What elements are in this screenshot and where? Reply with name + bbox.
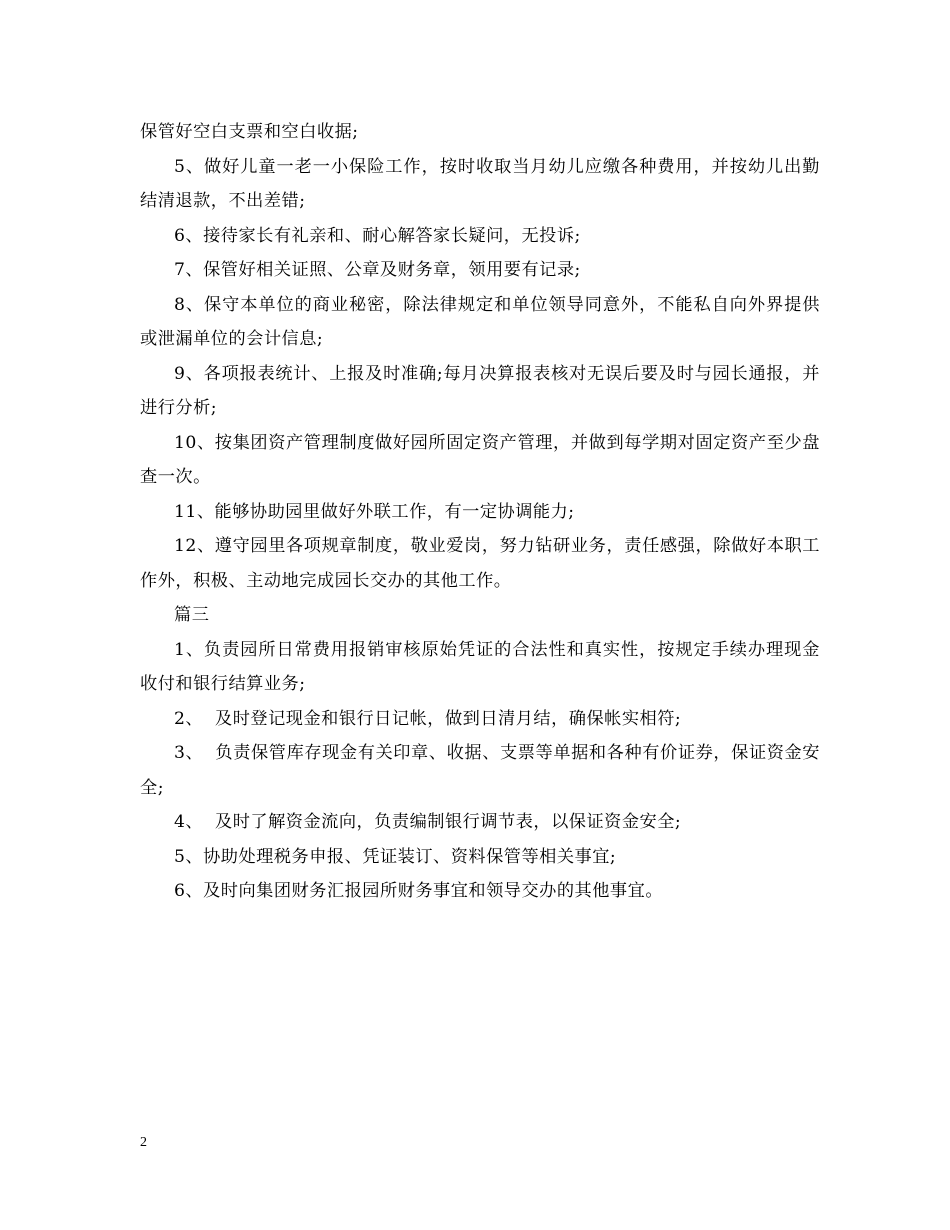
paragraph-item-10: 10、按集团资产管理制度做好园所固定资产管理，并做到每学期对固定资产至少盘查一次。 xyxy=(140,432,820,487)
page-number: 2 xyxy=(140,1135,147,1150)
paragraph-section3-item-6: 6、及时向集团财务汇报园所财务事宜和领导交办的其他事宜。 xyxy=(174,881,664,901)
paragraph-continuation: 保管好空白支票和空白收据; xyxy=(140,122,359,142)
paragraph-section3-item-4: 4、 及时了解资金流向，负责编制银行调节表，以保证资金安全; xyxy=(174,812,682,832)
paragraph-section3-item-1: 1、负责园所日常费用报销审核原始凭证的合法性和真实性，按规定手续办理现金收付和银行结算业务; xyxy=(140,639,820,694)
document-body xyxy=(140,115,820,909)
paragraph-section3-item-2: 2、 及时登记现金和银行日记帐，做到日清月结，确保帐实相符; xyxy=(174,708,682,729)
paragraph-item-6: 6、接待家长有礼亲和、耐心解答家长疑问，无投诉; xyxy=(174,225,581,246)
paragraph-item-7: 7、保管好相关证照、公章及财务章，领用要有记录; xyxy=(174,260,581,280)
paragraph-item-5: 5、做好儿童一老一小保险工作，按时收取当月幼儿应缴各种费用，并按幼儿出勤结清退款，不出差错; xyxy=(140,156,820,211)
paragraph-section3-item-3: 3、 负责保管库存现金有关印章、收据、支票等单据和各种有价证券，保证资金安全; xyxy=(140,743,820,798)
paragraph-item-11: 11、能够协助园里做好外联工作，有一定协调能力; xyxy=(174,501,575,522)
paragraph-section3-item-5: 5、协助处理税务申报、凭证装订、资料保管等相关事宜; xyxy=(174,846,617,867)
section-heading: 篇三 xyxy=(174,605,210,625)
paragraph-item-8: 8、保守本单位的商业秘密，除法律规定和单位领导同意外，不能私自向外界提供或泄漏单位的会计信息; xyxy=(140,294,820,349)
paragraph-item-9: 9、各项报表统计、上报及时准确;每月决算报表核对无误后要及时与园长通报，并进行分析; xyxy=(140,363,820,418)
paragraph-item-12: 12、遵守园里各项规章制度，敬业爱岗，努力钻研业务，责任感强，除做好本职工作外，积极、主动地完成园长交办的其他工作。 xyxy=(140,536,820,591)
